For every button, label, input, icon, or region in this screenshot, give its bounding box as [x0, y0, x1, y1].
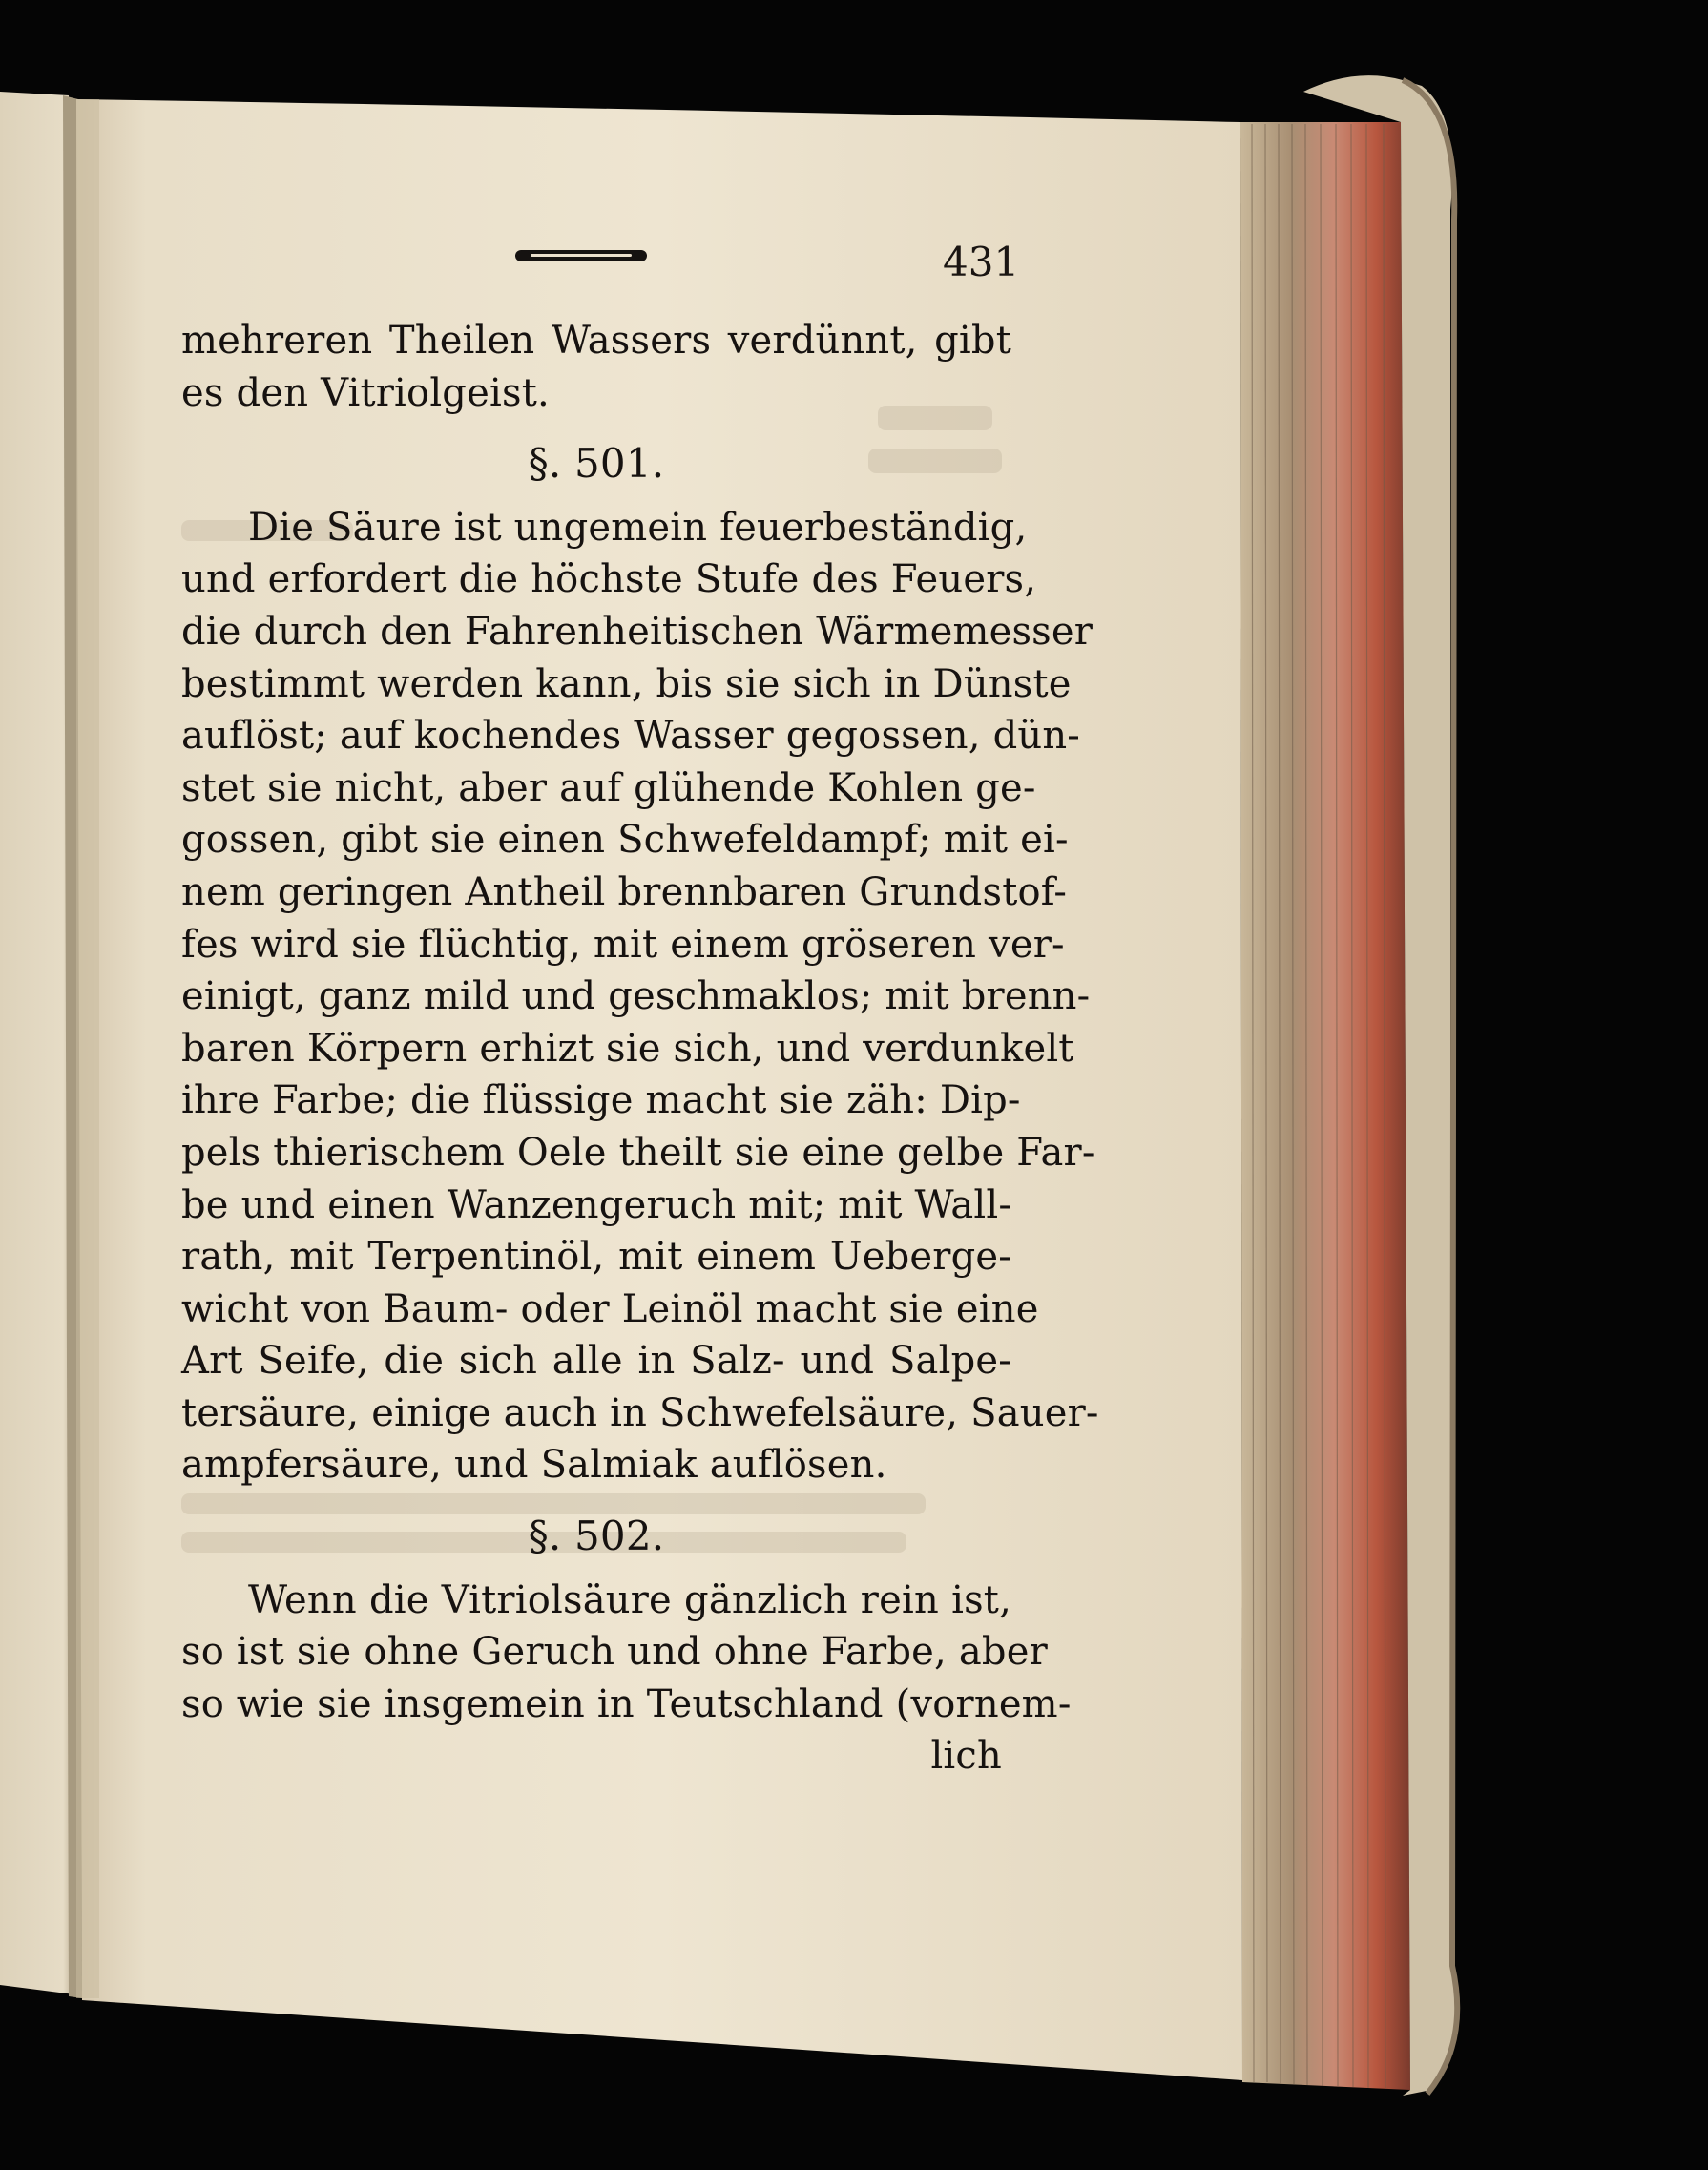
text-line: nem geringen Antheil brennbaren Grundstof-: [181, 869, 1068, 914]
section-heading-501: §. 501.: [528, 440, 665, 488]
text-line: so wie sie insgemein in Teutschland (vornem-: [181, 1681, 1072, 1726]
left-page: [0, 92, 74, 1994]
header-rule-ornament: [515, 250, 647, 261]
text-line: auflöst; auf kochendes Wasser gegossen, dün-: [181, 714, 1081, 759]
text-line: ihre Farbe; die flüssige macht sie zäh: Dip-: [181, 1078, 1021, 1123]
catchword: lich: [930, 1734, 1002, 1779]
text-line: mehreren Theilen Wassers verdünnt, gibt: [181, 319, 1011, 363]
page-number: 431: [943, 239, 1020, 285]
text-line: bestimmt werden kann, bis sie sich in Dünste: [181, 661, 1072, 706]
text-line: es den Vitriolgeist.: [181, 370, 550, 415]
text-line: ampfersäure, und Salmiak auflösen.: [181, 1443, 887, 1488]
text-line: so ist sie ohne Geruch und ohne Farbe, aber: [181, 1630, 1048, 1675]
text-line: rath, mit Terpentinöl, mit einem Ueberge-: [181, 1235, 1011, 1280]
text-line: be und einen Wanzengeruch mit; mit Wall-: [181, 1182, 1012, 1227]
text-line: fes wird sie flüchtig, mit einem gröseren ver-: [181, 922, 1065, 967]
text-line: Art Seife, die sich alle in Salz- und Salpe-: [181, 1339, 1011, 1384]
text-line: baren Körpern erhizt sie sich, und verdunkelt: [181, 1026, 1074, 1071]
text-line: stet sie nicht, aber auf glühende Kohlen ge-: [181, 765, 1036, 810]
section-heading-502: §. 502.: [528, 1513, 665, 1560]
text-line: pels thierischem Oele theilt sie eine gelbe Far-: [181, 1130, 1095, 1175]
text-line: einigt, ganz mild und geschmaklos; mit brenn-: [181, 974, 1091, 1019]
text-line: wicht von Baum- oder Leinöl macht sie eine: [181, 1286, 1039, 1331]
page-body: [181, 315, 1099, 1783]
text-line: tersäure, einige auch in Schwefelsäure, Sauer-: [181, 1390, 1099, 1435]
text-line: und erfordert die höchste Stufe des Feuers,: [181, 557, 1037, 602]
text-line: Die Säure ist ungemein feuerbeständig,: [248, 505, 1028, 550]
text-line: die durch den Fahrenheitischen Wärmemesser: [181, 609, 1094, 654]
text-line: Wenn die Vitriolsäure gänzlich rein ist,: [248, 1577, 1011, 1622]
text-line: gossen, gibt sie einen Schwefeldampf; mit ei-: [181, 818, 1069, 863]
